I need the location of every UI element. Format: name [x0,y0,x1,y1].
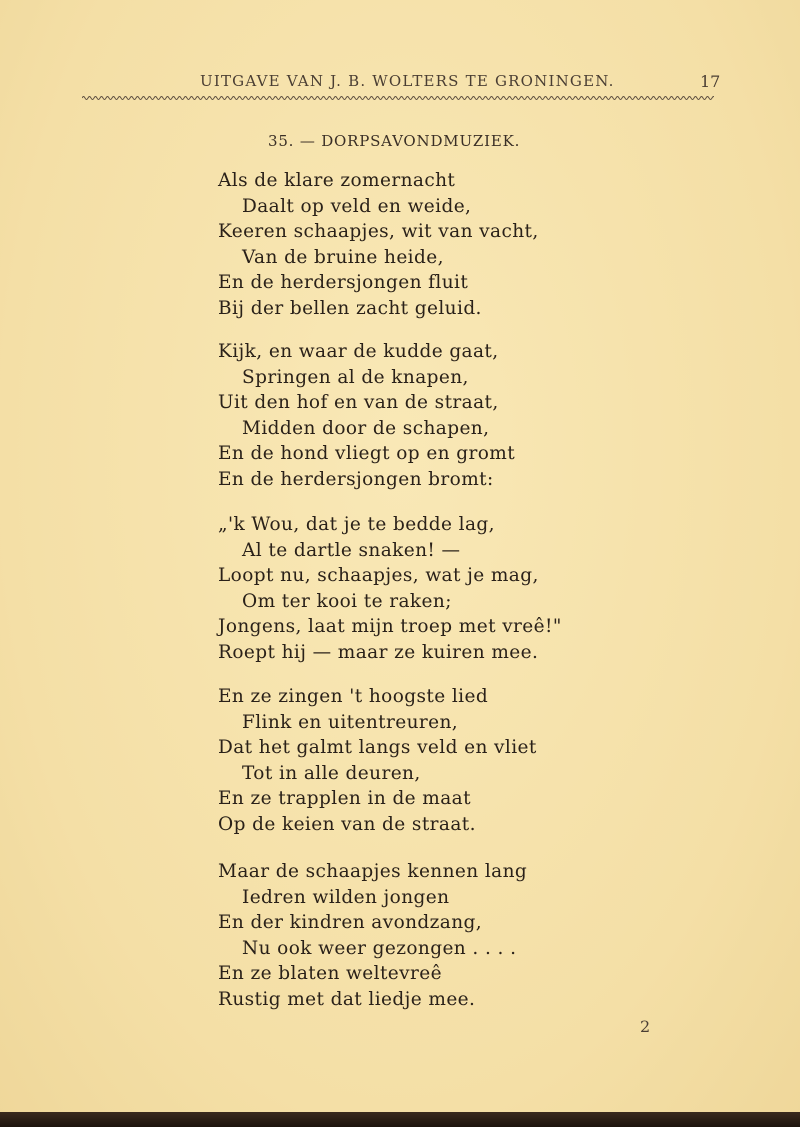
decorative-wavy-rule [82,95,714,101]
poem-line: Al te dartle snaken! — [242,539,461,561]
poem-line: Als de klare zomernacht [218,170,456,191]
poem-line: Kijk, en waar de kudde gaat, [218,341,499,362]
poem-line: Uit den hof en van de straat, [218,392,499,413]
poem-title: 35. — DORPSAVONDMUZIEK. [268,132,521,150]
poem-line: En de herdersjongen fluit [218,272,469,293]
poem-line: En der kindren avondzang, [218,912,483,933]
poem-line: Keeren schaapjes, wit van vacht, [218,221,539,242]
poem-line: Tot in alle deuren, [242,762,421,784]
page-bottom-edge [0,1112,800,1127]
running-head: UITGAVE VAN J. B. WOLTERS TE GRONINGEN. [200,72,615,90]
poem-line: Iedren wilden jongen [242,886,450,908]
poem-line: Rustig met dat liedje mee. [218,988,476,1010]
poem-line: En ze trapplen in de maat [218,788,471,809]
signature-mark: 2 [640,1017,651,1036]
poem-line: Springen al de knapen, [242,366,469,388]
poem-line: En ze blaten weltevreê [218,963,442,984]
poem-line: Van de bruine heide, [242,246,444,268]
poem-line: Loopt nu, schaapjes, wat je mag, [218,565,539,586]
poem-line: Daalt op veld en weide, [242,195,472,217]
poem-line: Flink en uitentreuren, [242,711,459,733]
poem-line: Jongens, laat mijn troep met vreê!" [218,616,562,637]
page-number: 17 [700,72,721,91]
poem-line: En de herdersjongen bromt: [218,468,494,490]
poem-line: Maar de schaapjes kennen lang [218,861,528,882]
poem-line: Dat het galmt langs veld en vliet [218,737,537,758]
poem-line: Roept hij — maar ze kuiren mee. [218,641,539,663]
poem-line: Nu ook weer gezongen . . . . [242,937,517,959]
poem-line: Om ter kooi te raken; [242,590,452,612]
poem-line: Op de keien van de straat. [218,813,476,835]
poem-line: En de hond vliegt op en gromt [218,443,516,464]
poem-line: Midden door de schapen, [242,417,490,439]
poem-line: Bij der bellen zacht geluid. [218,297,482,319]
poem-line: „'k Wou, dat je te bedde lag, [218,514,495,535]
poem-line: En ze zingen 't hoogste lied [218,686,489,707]
